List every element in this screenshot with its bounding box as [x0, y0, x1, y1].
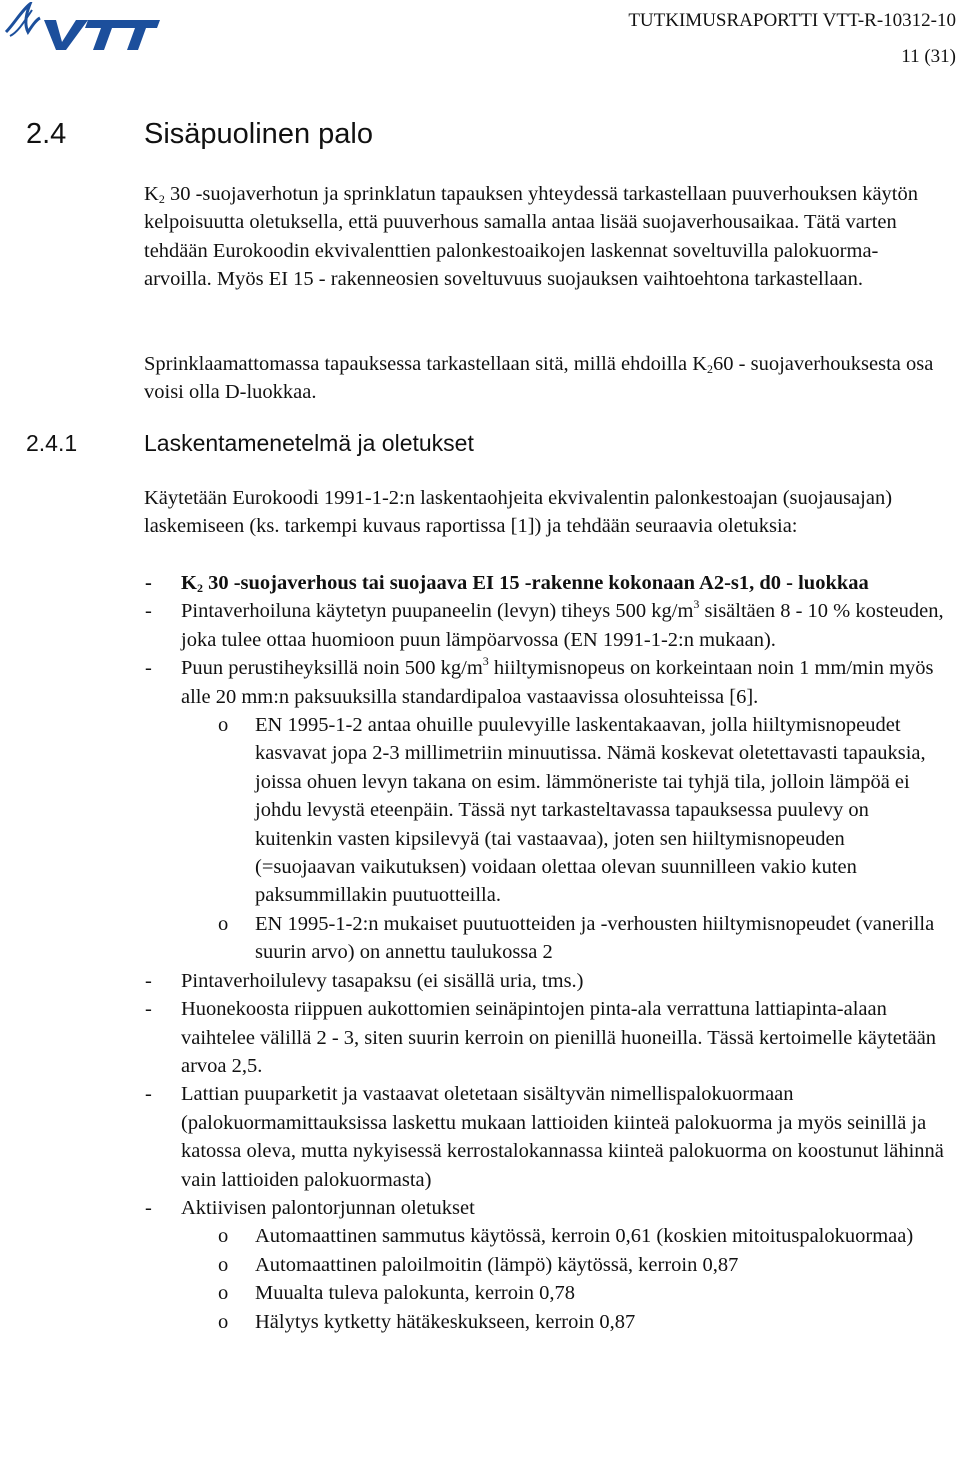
sub-item-text: Automaattinen sammutus käytössä, kerroin 0,61 (koskien mitoituspalokuormaa)	[255, 1225, 914, 1248]
vtt-logo	[4, 2, 160, 54]
list-dash: -	[145, 600, 152, 623]
item-text: 30 -suojaverhous tai suojaava EI 15 -rakenne kokonaan A2-s1, d0 - luokkaa	[202, 572, 869, 594]
section-number: 2.4	[26, 118, 67, 150]
section-heading	[26, 118, 373, 151]
sub-bullet: o	[218, 1282, 229, 1305]
list-dash: -	[145, 1083, 152, 1106]
item-text: Huonekoosta riippuen aukottomien seinäpintojen pinta-ala verrattuna lattiapinta-alaan vaihtelee välillä 2 - 3, siten suurin kerroin on pienillä huoneilla. Tässä kertoimelle käytetään arvoa 2,5.	[181, 998, 937, 1077]
item-text: Puun perustiheyksillä noin 500 kg/m	[181, 657, 483, 680]
item-text: Pintaverhoilulevy tasapaksu (ei sisällä uria, tms.)	[181, 969, 584, 992]
list-item	[0, 967, 950, 995]
list-item	[0, 654, 950, 711]
paragraph-1	[144, 180, 934, 294]
section-title: Sisäpuolinen palo	[144, 118, 373, 150]
sub-item-text: EN 1995-1-2:n mukaiset puutuotteiden ja -verhousten hiiltymisnopeudet (vanerilla suurin arvo) on annettu taulukossa 2	[255, 912, 935, 964]
item-text: Pintaverhoiluna käytetyn puupaneelin (levyn) tiheys 500 kg/m	[181, 600, 694, 623]
list-dash: -	[145, 969, 152, 992]
item-text: hiiltymisnopeus on korkeintaan noin 1 mm/min myös alle 20 mm:n paksuuksilla standardipaloa vastaavissa olosuhteissa [6].	[181, 657, 934, 708]
sub-bullet: o	[218, 1310, 229, 1333]
subsection-heading	[26, 430, 474, 457]
sub-bullet: o	[218, 912, 229, 935]
p2-subscript: 2	[707, 362, 714, 376]
logo-letter-t1	[85, 20, 126, 50]
paragraph-2	[144, 350, 934, 407]
item-text: sisältäen 8 - 10 % kosteuden, joka tulee ottaa huomioon puun lämpöarvossa (EN 1991-1-2:n mukaan).	[181, 600, 944, 651]
list-dash: -	[145, 1196, 152, 1219]
sub-list-item	[0, 1308, 950, 1336]
report-id: TUTKIMUSRAPORTTI VTT-R-10312-10	[628, 10, 956, 31]
sub-bullet: o	[218, 1253, 229, 1276]
list-dash: -	[145, 657, 152, 680]
sub-list-item	[0, 910, 950, 967]
p2-text-b: 60 - suojaverhouksesta osa voisi olla D-luokkaa.	[144, 353, 934, 404]
sub-list-item	[0, 711, 950, 910]
list-item	[0, 1194, 950, 1222]
sub-bullet: o	[218, 714, 229, 737]
logo-text: VTT	[4, 2, 6, 3]
sub-item-text: Automaattinen paloilmoitin (lämpö) käytössä, kerroin 0,87	[255, 1253, 739, 1276]
list-item	[0, 1080, 950, 1194]
item-superscript: 3	[693, 597, 700, 612]
subsection-number: 2.4.1	[26, 430, 78, 456]
p2-text-a: Sprinklaamattomassa tapauksessa tarkastellaan sitä, millä ehdoilla K	[144, 353, 708, 375]
list-item	[0, 569, 950, 597]
subsection-title: Laskentamenetelmä ja oletukset	[144, 430, 474, 456]
item-text: K	[181, 572, 197, 594]
logo-letter-v	[44, 20, 88, 50]
sub-list-item	[0, 1251, 950, 1279]
page-number: 11 (31)	[901, 46, 956, 67]
item-text: Lattian puuparketit ja vastaavat oletetaan sisältyvän nimellispalokuormaan (palokuormamittauksissa laskettu mukaan lattioiden kiinteä palokuorma ja myös seinillä ja katossa oleva, mutta nykyisessä kerrostalokannassa kiinteä palokuorma on koostunut lähinnä vain lattioiden palokuormasta)	[181, 1083, 944, 1191]
assumption-list	[0, 569, 950, 1336]
list-item	[0, 597, 950, 654]
sub-item-text: Muualta tuleva palokunta, kerroin 0,78	[255, 1282, 575, 1305]
sub-item-text: Hälytys kytketty hätäkeskukseen, kerroin 0,87	[255, 1310, 636, 1333]
item-superscript: 3	[482, 654, 489, 669]
p1-subscript: 2	[158, 192, 165, 206]
p1-text-a: K	[144, 183, 159, 205]
sub-bullet: o	[218, 1225, 229, 1248]
sub-list-item	[0, 1279, 950, 1307]
subsection-intro: Käytetään Eurokoodi 1991-1-2:n laskentaohjeita ekvivalentin palonkestoajan (suojausajan) laskemiseen (ks. tarkempi kuvaus raportissa [1]) ja tehdään seuraavia oletuksia:	[144, 487, 893, 538]
list-dash: -	[145, 998, 152, 1021]
logo-swoosh	[6, 4, 40, 32]
list-item	[0, 995, 950, 1080]
item-subscript: 2	[196, 581, 203, 595]
sub-list-item	[0, 1222, 950, 1250]
logo-letter-t2	[119, 20, 160, 50]
item-text: Aktiivisen palontorjunnan oletukset	[181, 1196, 475, 1219]
p1-text-b: 30 -suojaverhotun ja sprinklatun tapauksen yhteydessä tarkastellaan puuverhouksen käytön kelpoisuutta oletuksella, että puuverhous samalla antaa lisää suojaverhousaikaa. Tätä varten tehdään Eurokoodin ekvivalenttien palonkestoaikojen laskennat soveltuvilla palokuorma-arvoilla. Myös EI 15 - rakenneosien soveltuvuus suojauksen vaihtoehtona tarkastellaan.	[144, 183, 918, 291]
list-dash: -	[145, 572, 152, 594]
sub-item-text: EN 1995-1-2 antaa ohuille puulevyille laskentakaavan, jolla hiiltymisnopeudet kasvavat jopa 2-3 millimetriin minuutissa. Nämä koskevat oletettavasti tapauksia, joissa ohuen levyn takana on esim. lämmöneriste tai tyhjä tila, jolloin lämpöä ei johdu levystä eteenpäin. Tässä nyt tarkasteltavassa tapauksessa puulevy on kuitenkin vasten kipsilevyä (tai vastaavaa), joten sen hiiltymisnopeuden (=suojaavan vaikutuksen) voidaan olettaa olevan suunnilleen vakio kuten paksummillakin puutuotteilla.	[255, 714, 926, 907]
